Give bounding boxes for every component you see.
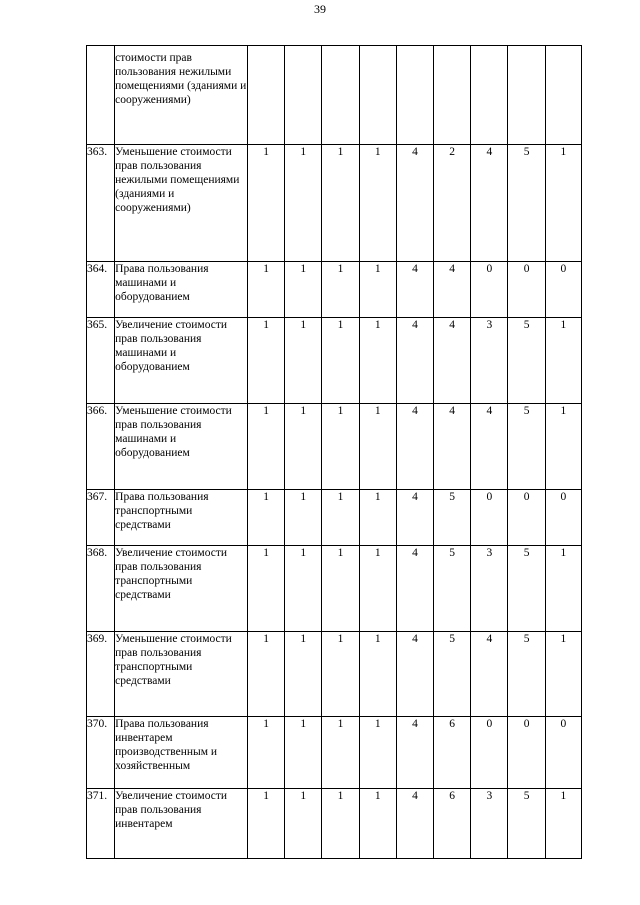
code-cell: 1 <box>285 632 322 717</box>
classification-table <box>86 45 582 859</box>
code-cell: 1 <box>322 546 359 632</box>
row-name: Увеличение стоимости прав пользования транспортными средствами <box>115 546 248 632</box>
code-cell: 4 <box>396 546 433 632</box>
row-number: 365. <box>87 318 115 404</box>
code-cell: 0 <box>471 717 508 789</box>
code-cell <box>545 46 581 145</box>
code-cell: 3 <box>471 789 508 859</box>
row-name: Увеличение стоимости прав пользования инвентарем <box>115 789 248 859</box>
row-name: Права пользования машинами и оборудованием <box>115 262 248 318</box>
table-row <box>87 632 582 717</box>
row-number <box>87 46 115 145</box>
code-cell: 1 <box>285 318 322 404</box>
code-cell: 1 <box>359 717 396 789</box>
code-cell: 1 <box>322 632 359 717</box>
code-cell: 1 <box>545 404 581 490</box>
table-row <box>87 318 582 404</box>
table-row <box>87 546 582 632</box>
row-number: 369. <box>87 632 115 717</box>
code-cell <box>396 46 433 145</box>
code-cell: 0 <box>508 717 545 789</box>
row-number: 366. <box>87 404 115 490</box>
code-cell: 0 <box>545 717 581 789</box>
code-cell: 5 <box>508 404 545 490</box>
code-cell: 4 <box>396 789 433 859</box>
code-cell: 4 <box>396 717 433 789</box>
table-row <box>87 145 582 262</box>
code-cell: 5 <box>508 546 545 632</box>
row-number: 367. <box>87 490 115 546</box>
row-number: 370. <box>87 717 115 789</box>
code-cell: 1 <box>359 789 396 859</box>
code-cell: 0 <box>545 262 581 318</box>
code-cell: 3 <box>471 318 508 404</box>
code-cell: 5 <box>508 789 545 859</box>
code-cell: 4 <box>434 404 471 490</box>
code-cell: 1 <box>322 490 359 546</box>
code-cell: 1 <box>247 717 284 789</box>
code-cell: 1 <box>285 717 322 789</box>
code-cell: 4 <box>396 262 433 318</box>
row-name: стоимости прав пользования нежилыми помещениями (зданиями и сооружениями) <box>115 46 248 145</box>
code-cell: 4 <box>396 318 433 404</box>
code-cell: 4 <box>471 632 508 717</box>
code-cell: 1 <box>247 262 284 318</box>
code-cell: 1 <box>322 318 359 404</box>
code-cell: 1 <box>322 145 359 262</box>
table-row <box>87 490 582 546</box>
code-cell: 1 <box>545 632 581 717</box>
code-cell: 1 <box>247 632 284 717</box>
code-cell: 5 <box>434 632 471 717</box>
code-cell: 5 <box>508 632 545 717</box>
code-cell: 1 <box>322 404 359 490</box>
row-name: Права пользования транспортными средствами <box>115 490 248 546</box>
code-cell <box>508 46 545 145</box>
row-number: 363. <box>87 145 115 262</box>
row-name: Уменьшение стоимости прав пользования транспортными средствами <box>115 632 248 717</box>
table-row <box>87 46 582 145</box>
code-cell: 0 <box>471 262 508 318</box>
code-cell: 5 <box>434 490 471 546</box>
code-cell <box>471 46 508 145</box>
row-number: 364. <box>87 262 115 318</box>
table-row <box>87 789 582 859</box>
code-cell <box>285 46 322 145</box>
code-cell: 0 <box>508 262 545 318</box>
code-cell: 1 <box>359 145 396 262</box>
code-cell: 1 <box>359 318 396 404</box>
code-cell: 1 <box>359 632 396 717</box>
code-cell <box>247 46 284 145</box>
code-cell: 1 <box>545 789 581 859</box>
row-name: Уменьшение стоимости прав пользования нежилыми помещениями (зданиями и сооружениями) <box>115 145 248 262</box>
code-cell: 3 <box>471 546 508 632</box>
code-cell: 4 <box>434 262 471 318</box>
code-cell: 1 <box>322 262 359 318</box>
code-cell: 1 <box>545 318 581 404</box>
code-cell: 1 <box>285 404 322 490</box>
code-cell: 4 <box>471 404 508 490</box>
code-cell: 1 <box>247 546 284 632</box>
code-cell: 1 <box>285 490 322 546</box>
code-cell <box>359 46 396 145</box>
row-name: Увеличение стоимости прав пользования машинами и оборудованием <box>115 318 248 404</box>
code-cell: 4 <box>434 318 471 404</box>
code-cell: 4 <box>471 145 508 262</box>
code-cell <box>322 46 359 145</box>
table-row <box>87 262 582 318</box>
code-cell <box>434 46 471 145</box>
code-cell: 0 <box>471 490 508 546</box>
table-row <box>87 717 582 789</box>
code-cell: 1 <box>322 789 359 859</box>
code-cell: 1 <box>322 717 359 789</box>
row-name: Уменьшение стоимости прав пользования машинами и оборудованием <box>115 404 248 490</box>
code-cell: 6 <box>434 717 471 789</box>
code-cell: 0 <box>508 490 545 546</box>
code-cell: 1 <box>247 789 284 859</box>
code-cell: 1 <box>285 262 322 318</box>
code-cell: 1 <box>359 404 396 490</box>
code-cell: 1 <box>285 789 322 859</box>
code-cell: 4 <box>396 404 433 490</box>
code-cell: 1 <box>285 546 322 632</box>
code-cell: 4 <box>396 145 433 262</box>
code-cell: 5 <box>508 145 545 262</box>
code-cell: 1 <box>359 262 396 318</box>
page-number: 39 <box>314 2 326 16</box>
code-cell: 5 <box>508 318 545 404</box>
code-cell: 1 <box>545 546 581 632</box>
code-cell: 1 <box>285 145 322 262</box>
code-cell: 1 <box>359 546 396 632</box>
row-number: 368. <box>87 546 115 632</box>
code-cell: 4 <box>396 632 433 717</box>
code-cell: 2 <box>434 145 471 262</box>
code-cell: 1 <box>545 145 581 262</box>
row-name: Права пользования инвентарем производственным и хозяйственным <box>115 717 248 789</box>
code-cell: 1 <box>247 318 284 404</box>
code-cell: 6 <box>434 789 471 859</box>
code-cell: 1 <box>359 490 396 546</box>
code-cell: 1 <box>247 490 284 546</box>
code-cell: 0 <box>545 490 581 546</box>
code-cell: 1 <box>247 404 284 490</box>
row-number: 371. <box>87 789 115 859</box>
code-cell: 5 <box>434 546 471 632</box>
code-cell: 1 <box>247 145 284 262</box>
table-row <box>87 404 582 490</box>
code-cell: 4 <box>396 490 433 546</box>
